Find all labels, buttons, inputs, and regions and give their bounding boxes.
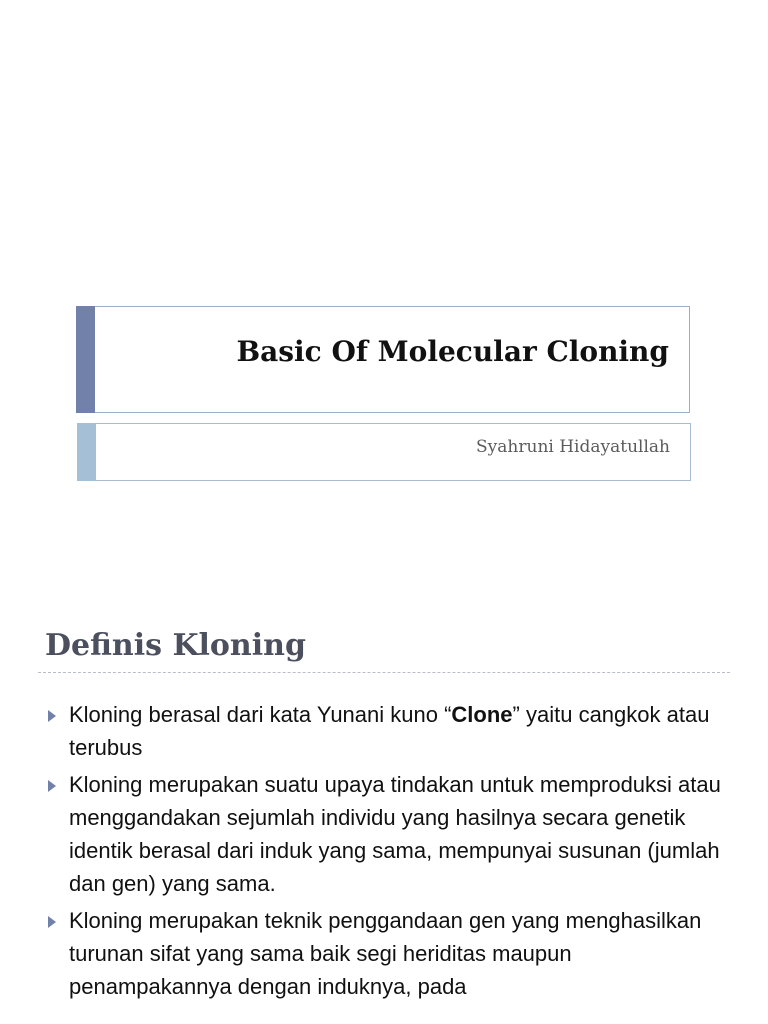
bullet-item: [0, 904, 768, 1003]
bullet-item: [0, 698, 768, 764]
slide-title: Basic Of Molecular Cloning: [236, 335, 669, 368]
bullet-text: Kloning merupakan teknik penggandaan gen yang menghasilkan turunan sifat yang sama baik segi heriditas maupun penampakannya dengan induknya, pada: [69, 908, 702, 999]
slide-heading: Definis Kloning: [45, 628, 306, 663]
triangle-bullet-icon: [48, 916, 56, 928]
triangle-bullet-icon: [48, 780, 56, 792]
triangle-bullet-icon: [48, 710, 56, 722]
subtitle-box: [77, 423, 691, 481]
bullet-item: [0, 768, 768, 900]
bullet-text-end: ” yaitu cangkok atau terubus: [69, 702, 710, 760]
content-slide: [0, 590, 768, 1024]
slide-subtitle: Syahruni Hidayatullah: [476, 437, 670, 457]
title-accent-bar: [76, 306, 95, 413]
subtitle-accent-bar: [77, 423, 96, 481]
heading-divider: [38, 672, 730, 673]
bullet-list: [0, 698, 768, 1007]
bullet-text-start: Kloning berasal dari kata Yunani kuno “: [69, 702, 452, 727]
bullet-text: Kloning merupakan suatu upaya tindakan untuk memproduksi atau menggandakan sejumlah individu yang hasilnya secara genetik identik berasal dari induk yang sama, mempunyai susunan (jumlah dan gen) yang sama.: [69, 772, 721, 896]
title-box: [76, 306, 690, 413]
bullet-text-bold: Clone: [451, 702, 513, 727]
